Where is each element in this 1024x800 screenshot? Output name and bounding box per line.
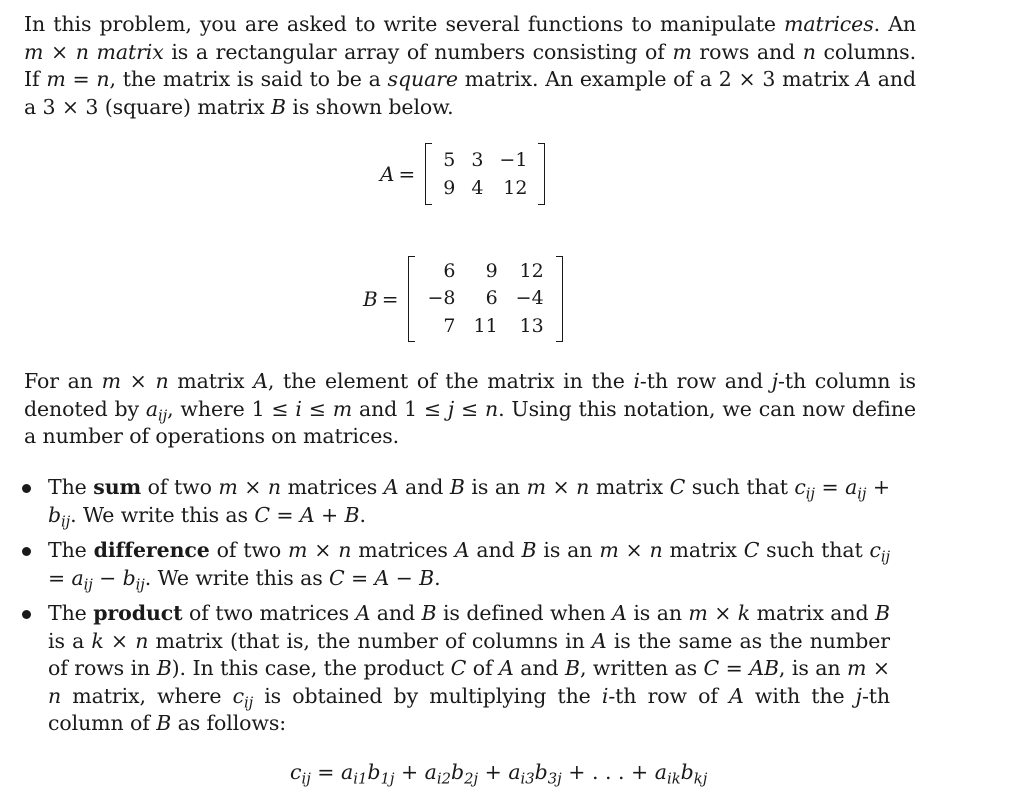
text: , is an [778, 656, 848, 680]
math-var: m [672, 39, 692, 64]
text: -th column is denoted by [24, 369, 916, 421]
math-var: b [122, 565, 136, 590]
matrix-row [435, 146, 535, 174]
math-var: b [48, 502, 62, 527]
subscript: 1j [380, 770, 395, 788]
text: × [866, 656, 890, 680]
matrix-row [418, 258, 552, 286]
matrix-cell: 13 [519, 314, 544, 337]
matrix-row [435, 174, 535, 202]
matrix-cell: −1 [499, 149, 528, 171]
text: + [478, 760, 509, 784]
math-var: A [856, 67, 871, 91]
text: -th row and [639, 369, 772, 393]
text: rows and [691, 39, 803, 64]
math-var: i [633, 369, 640, 393]
text: of two matrices [182, 601, 356, 625]
matrix-row [418, 285, 552, 313]
text: + [394, 760, 425, 784]
math-var: i [601, 683, 609, 708]
text: . [359, 502, 366, 527]
subscript: ij [243, 693, 254, 711]
math-var: m [287, 538, 308, 562]
math-var: C [669, 475, 686, 499]
text: and 1 ≤ [352, 396, 448, 421]
matrix-cell: −8 [427, 287, 456, 310]
math-var: k [91, 628, 104, 653]
text: ≤ [454, 396, 485, 421]
text: , written as [579, 656, 704, 680]
text: × [237, 475, 268, 499]
math-expr: = AB [719, 656, 779, 680]
text: , the element of the matrix in the [267, 369, 634, 393]
equals-sign: = [398, 162, 416, 186]
text: with the [743, 683, 856, 708]
math-var: n [75, 39, 89, 64]
text: matrix [662, 538, 744, 562]
text: . Using this notation, we can now define a number of operations on matrices. [24, 396, 916, 448]
math-var: C [743, 538, 760, 562]
math-var: c [232, 683, 244, 708]
math-var: B [156, 711, 172, 735]
math-var: n [338, 538, 352, 562]
math-var: A [383, 475, 399, 499]
math-var: m [847, 656, 867, 680]
subscript: ij [61, 512, 71, 530]
text: The [48, 601, 94, 625]
definition-paragraph [24, 368, 916, 451]
math-var: j [771, 369, 778, 393]
text: . [434, 565, 441, 590]
text: matrix (that is, the number of columns in [148, 628, 592, 653]
math-var: n [135, 628, 149, 653]
subscript: ij [880, 548, 890, 566]
math-var: b [451, 760, 465, 784]
emphasis: matrices [784, 12, 874, 36]
text: -th row of [608, 683, 730, 708]
math-var: A [729, 683, 744, 708]
math-var: A [612, 601, 627, 625]
matrix-b [363, 256, 563, 342]
math-var: n [576, 475, 590, 499]
matrix-b-grid [418, 258, 552, 341]
math-var: a [845, 475, 858, 499]
matrix-cell: 3 [471, 149, 484, 171]
text: = [310, 760, 341, 784]
math-expr: = A − B [344, 565, 435, 590]
text: The [48, 538, 94, 562]
left-bracket [408, 256, 415, 342]
text: = [814, 475, 846, 499]
text: matrix and [750, 601, 876, 625]
text: ). In this case, the product [171, 656, 451, 680]
bullet-icon [22, 484, 31, 493]
matrix-b-label: B [363, 287, 378, 311]
math-var: a [145, 396, 158, 421]
matrix-a-label: A [380, 162, 395, 186]
math-var: B [449, 475, 465, 499]
subscript: ij [83, 575, 93, 593]
math-var: n [802, 39, 816, 64]
subscript: ij [301, 770, 311, 788]
math-var: b [680, 760, 694, 784]
text: matrix [168, 369, 254, 393]
text: and [469, 538, 522, 562]
text: of [466, 656, 499, 680]
matrix-row [418, 313, 552, 341]
text: × [43, 39, 76, 64]
list-item-product [48, 600, 890, 738]
math-var: a [654, 760, 667, 784]
math-var: i [295, 396, 302, 421]
math-var: C [450, 656, 467, 680]
math-var: B [156, 656, 172, 680]
math-var: m [101, 369, 121, 393]
math-var: b [534, 760, 548, 784]
text: matrix [589, 475, 670, 499]
product-formula [290, 760, 708, 788]
matrix-cell: 7 [443, 314, 456, 337]
math-var: m [526, 475, 546, 499]
math-var: m [218, 475, 238, 499]
text: columns. If [24, 39, 916, 91]
math-var: B [565, 656, 580, 680]
math-var: B [421, 601, 437, 625]
term-difference: difference [93, 538, 210, 562]
math-var: k [737, 601, 751, 625]
matrix-a-brackets [425, 143, 545, 205]
text: is a [48, 628, 92, 653]
text: and [370, 601, 422, 625]
text: . An [873, 12, 917, 36]
math-var: c [869, 538, 881, 562]
math-var: n [485, 396, 499, 421]
math-var: a [508, 760, 521, 784]
math-var: B [875, 601, 890, 625]
math-var: m [688, 601, 708, 625]
text: , the matrix is said to be a [109, 67, 388, 91]
subscript: i3 [520, 770, 535, 788]
text: matrices [351, 538, 455, 562]
text: = [65, 67, 97, 91]
text: + . . . + [561, 760, 655, 784]
text: and [398, 475, 450, 499]
text: , where 1 ≤ [167, 396, 296, 421]
math-var: C [254, 502, 270, 527]
text: and [513, 656, 565, 680]
matrix-cell: 9 [485, 259, 498, 282]
text: as follows: [171, 711, 287, 735]
text: For an [24, 369, 102, 393]
list-item-difference [48, 537, 890, 592]
math-var: j [447, 396, 455, 421]
emphasis: matrix [96, 39, 164, 64]
text: × [120, 369, 156, 393]
text: is defined when [436, 601, 613, 625]
matrix-a [380, 143, 545, 205]
math-var: m [332, 396, 353, 421]
math-var: n [48, 683, 62, 708]
subscript: ik [667, 770, 681, 788]
math-var: A [253, 369, 268, 393]
text: + [866, 475, 890, 499]
matrix-cell: 6 [485, 287, 498, 310]
text: × [707, 601, 738, 625]
math-var: m [599, 538, 619, 562]
math-var: c [290, 760, 302, 784]
text: − [92, 565, 123, 590]
subscript: ij [135, 575, 145, 593]
math-var: m [46, 67, 66, 91]
math-var: a [341, 760, 354, 784]
subscript: 2j [464, 770, 479, 788]
math-var: j [855, 683, 862, 708]
emphasis: square [387, 67, 458, 91]
text: -th column of [48, 683, 891, 735]
math-expr: = A + B [269, 502, 360, 527]
text: × [545, 475, 577, 499]
math-var: b [367, 760, 381, 784]
text: is an [626, 601, 689, 625]
text: × [307, 538, 339, 562]
math-var: n [649, 538, 663, 562]
math-var: A [498, 656, 514, 680]
text: of two [209, 538, 288, 562]
text: × [103, 628, 136, 653]
math-var: C [329, 565, 345, 590]
subscript: ij [857, 485, 867, 503]
operations-list [48, 474, 890, 746]
subscript: i1 [353, 770, 368, 788]
matrix-cell: 4 [471, 177, 484, 199]
bullet-icon [22, 547, 31, 556]
math-var: c [794, 475, 806, 499]
math-var: m [24, 39, 44, 64]
subscript: ij [805, 485, 815, 503]
text: of two [141, 475, 219, 499]
matrix-cell: 9 [443, 177, 456, 199]
math-var: A [591, 628, 607, 653]
right-bracket [556, 256, 563, 342]
right-bracket [538, 143, 545, 205]
subscript: 3j [547, 770, 562, 788]
matrix-cell: 6 [443, 259, 456, 282]
math-var: n [96, 67, 110, 91]
math-var: C [703, 656, 720, 680]
text: × [618, 538, 650, 562]
matrix-cell: −4 [515, 287, 544, 310]
math-var: B [521, 538, 537, 562]
list-item-sum [48, 474, 890, 529]
text: such that [685, 475, 795, 499]
math-var: n [267, 475, 282, 499]
subscript: kj [693, 770, 708, 788]
text: such that [759, 538, 870, 562]
term-product: product [93, 601, 183, 625]
matrix-cell: 12 [519, 259, 544, 282]
text: ≤ [301, 396, 333, 421]
text: is an [536, 538, 600, 562]
math-var: B [271, 94, 286, 119]
left-bracket [425, 143, 432, 205]
math-var: a [424, 760, 437, 784]
text: . We write this as [70, 502, 255, 527]
text: and a 3 × 3 (square) matrix [24, 67, 916, 119]
math-var: A [454, 538, 470, 562]
subscript: ij [158, 406, 168, 424]
text: In this problem, you are asked to write several functions to manipulate [24, 12, 785, 36]
math-var: a [71, 565, 84, 590]
text: . We write this as [144, 565, 330, 590]
text: is an [464, 475, 527, 499]
math-var: A [355, 601, 371, 625]
text: matrix. An example of a 2 × 3 matrix [457, 67, 857, 91]
text: = [48, 565, 72, 590]
text: matrix, where [61, 683, 233, 708]
intro-paragraph [24, 11, 916, 121]
math-var: n [155, 369, 169, 393]
bullet-icon [22, 610, 31, 619]
text: is shown below. [285, 94, 454, 119]
equals-sign: = [381, 287, 399, 311]
term-sum: sum [93, 475, 142, 499]
text: is the same as the number of rows in [48, 628, 890, 680]
text: The [48, 475, 94, 499]
text: is obtained by multiplying the [253, 683, 602, 708]
matrix-cell: 5 [443, 149, 456, 171]
text: matrices [281, 475, 384, 499]
matrix-cell: 11 [473, 314, 498, 337]
matrix-b-brackets [408, 256, 562, 342]
text: is a rectangular array of numbers consisting of [163, 39, 673, 64]
matrix-cell: 12 [503, 177, 528, 199]
matrix-a-grid [435, 146, 535, 202]
subscript: i2 [436, 770, 451, 788]
